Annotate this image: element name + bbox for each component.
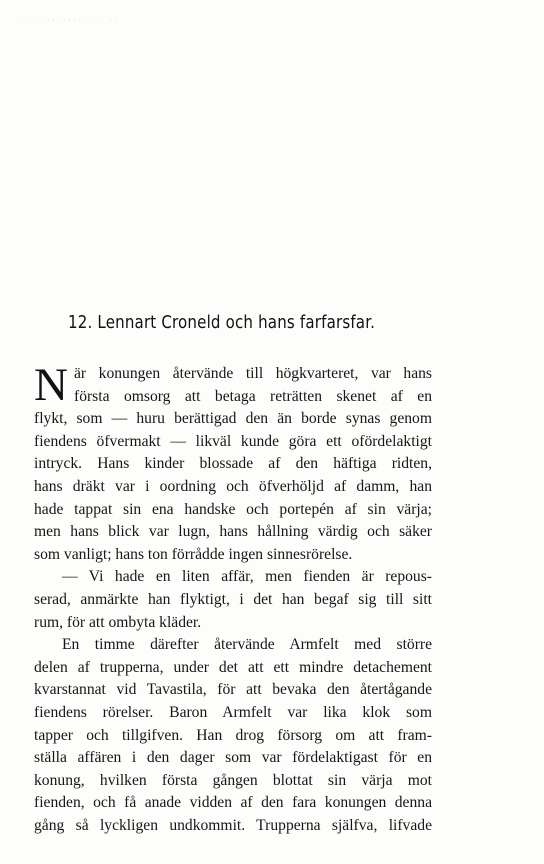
text-line: rum, för att ombyta kläder. [34, 613, 202, 631]
chapter-title: 12. Lennart Croneld och hans farfarsfar. [68, 313, 376, 333]
text-line: hade tappat sin ena handske och portepén af sin värja; [34, 500, 432, 518]
body-text [34, 359, 432, 837]
text-line: gång så lyckligen undkommit. Trupperna själfva, lifvade [34, 816, 432, 834]
text-line: men hans blick var lugn, hans hållning värdig och säker [34, 523, 432, 541]
text-line: fienden, och få anade vidden af den fara konungen denna [34, 794, 432, 812]
text-line: En timme därefter återvände Armfelt med större [62, 636, 432, 654]
text-line: fiendens öfvermakt — likväl kunde göra ett ofördelaktigt [34, 432, 432, 450]
text-line: första omsorg att betaga reträtten skenet af en [74, 387, 432, 405]
text-line: — Vi hade en liten affär, men fienden är repous- [62, 568, 432, 586]
text-line: ställa affären i den dager som var fördelaktigast för en [34, 749, 432, 767]
text-line: är konungen återvände till högkvarteret, var hans [74, 365, 432, 382]
text-line: som vanligt; hans ton förrådde ingen sinnesrörelse. [34, 545, 353, 563]
text-line: konung, hvilken första gången blottat sin värja mot [34, 771, 432, 789]
text-line: delen af trupperna, under det att ett mindre detachement [34, 658, 432, 676]
text-line: flykt, som — huru berättigad den än borde synas genom [34, 410, 432, 428]
drop-cap: N [34, 359, 68, 411]
text-line: fiendens rörelser. Baron Armfelt var lika klok som [34, 703, 432, 721]
text-line: serad, anmärkte han flyktigt, i det han begaf sig till sitt [34, 590, 432, 608]
text-line: intryck. Hans kinder blossade af den häftiga ridten, [34, 455, 432, 473]
text-line: tapper och tillgifven. Han drog försorg om att fram- [34, 726, 432, 744]
header-specks: . _ ........ . . .. [20, 14, 121, 22]
text-line: kvarstannat vid Tavastila, för att bevaka den återtågande [34, 681, 432, 699]
text-line: hans dräkt var i oordning och öfverhöljd af damm, han [34, 477, 432, 495]
